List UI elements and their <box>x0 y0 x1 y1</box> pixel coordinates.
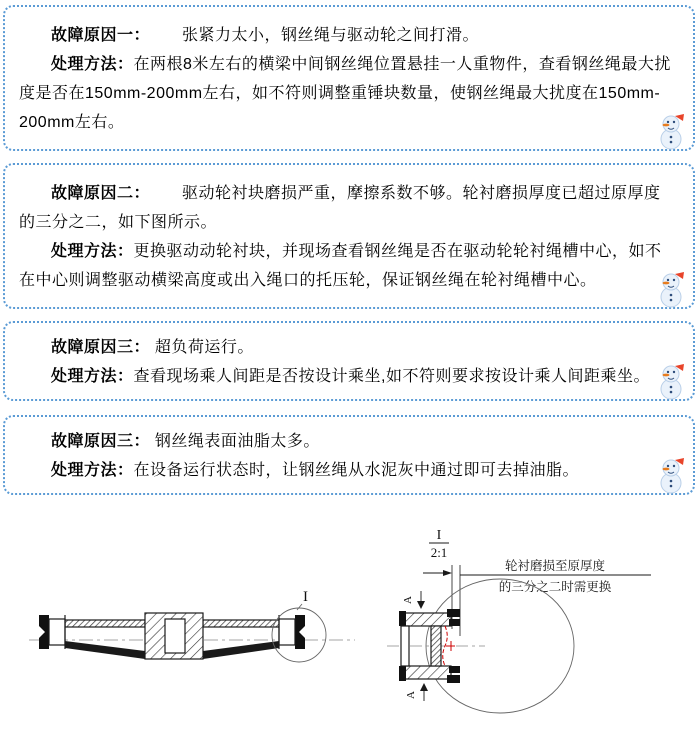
method-text: 查看现场乘人间距是否按设计乘坐,如不符则要求按设计乘人间距乘坐。 <box>133 368 650 385</box>
section-arrow-label-top: A <box>402 596 414 604</box>
method-text: 更换驱动动轮衬块，并现场查看钢丝绳是否在驱动轮轮衬绳槽中心，如不在中心则调整驱动横梁高度或出入绳口的托压轮，保证钢丝绳在轮衬绳槽中心。 <box>19 243 662 289</box>
cause-paragraph <box>19 179 675 237</box>
cause-text: 超负荷运行。 <box>154 339 254 356</box>
detail-view <box>387 528 651 713</box>
cause-text: 张紧力太小，钢丝绳与驱动轮之间打滑。 <box>182 27 480 44</box>
fault-box-4 <box>3 415 695 495</box>
cause-text: 钢丝绳表面油脂太多。 <box>154 433 320 450</box>
snowman-icon <box>657 112 687 152</box>
method-paragraph <box>19 456 675 485</box>
snowman-icon <box>657 456 687 496</box>
cause-label: 故障原因三： <box>51 339 151 356</box>
cause-text: 驱动轮衬块磨损严重，摩擦系数不够。轮衬磨损厚度已超过原厚度的三分之二，如下图所示。 <box>19 185 661 231</box>
method-label: 处理方法： <box>51 243 134 260</box>
fault-box-1 <box>3 5 695 151</box>
method-label: 处理方法： <box>51 56 134 73</box>
snowman-icon <box>657 362 687 402</box>
section-arrow-label-bottom: A <box>405 691 417 699</box>
method-text: 在设备运行状态时，让钢丝绳从水泥灰中通过即可去掉油脂。 <box>133 462 580 479</box>
detail-scale-value: 2:1 <box>430 545 448 560</box>
method-text: 在两根8米左右的横梁中间钢丝绳位置悬挂一人重物件，查看钢丝绳最大扰度是否在150mm-200mm左右，如不符则调整重锤块数量，使钢丝绳最大扰度在150mm-200mm左右。 <box>19 56 671 131</box>
method-label: 处理方法： <box>51 368 134 385</box>
fault-box-3 <box>3 321 695 401</box>
cause-paragraph <box>19 427 675 456</box>
method-paragraph <box>19 237 675 295</box>
method-label: 处理方法： <box>51 462 134 479</box>
detail-scale-label: I <box>436 528 442 543</box>
fault-box-2 <box>3 163 695 309</box>
cause-label: 故障原因三： <box>51 433 151 450</box>
cause-paragraph <box>19 21 675 50</box>
annotation-line2: 的三分之二时需更换 <box>498 580 612 594</box>
cause-paragraph <box>19 333 675 362</box>
method-paragraph <box>19 362 675 391</box>
detail-label: I <box>303 589 308 605</box>
cause-label: 故障原因一： <box>51 27 151 44</box>
annotation-line1: 轮衬磨损至原厚度 <box>504 559 606 573</box>
wheel-section-view <box>29 589 355 662</box>
cause-label: 故障原因二： <box>51 185 151 202</box>
snowman-icon <box>657 270 687 310</box>
technical-drawing <box>3 509 695 720</box>
method-paragraph <box>19 50 675 137</box>
